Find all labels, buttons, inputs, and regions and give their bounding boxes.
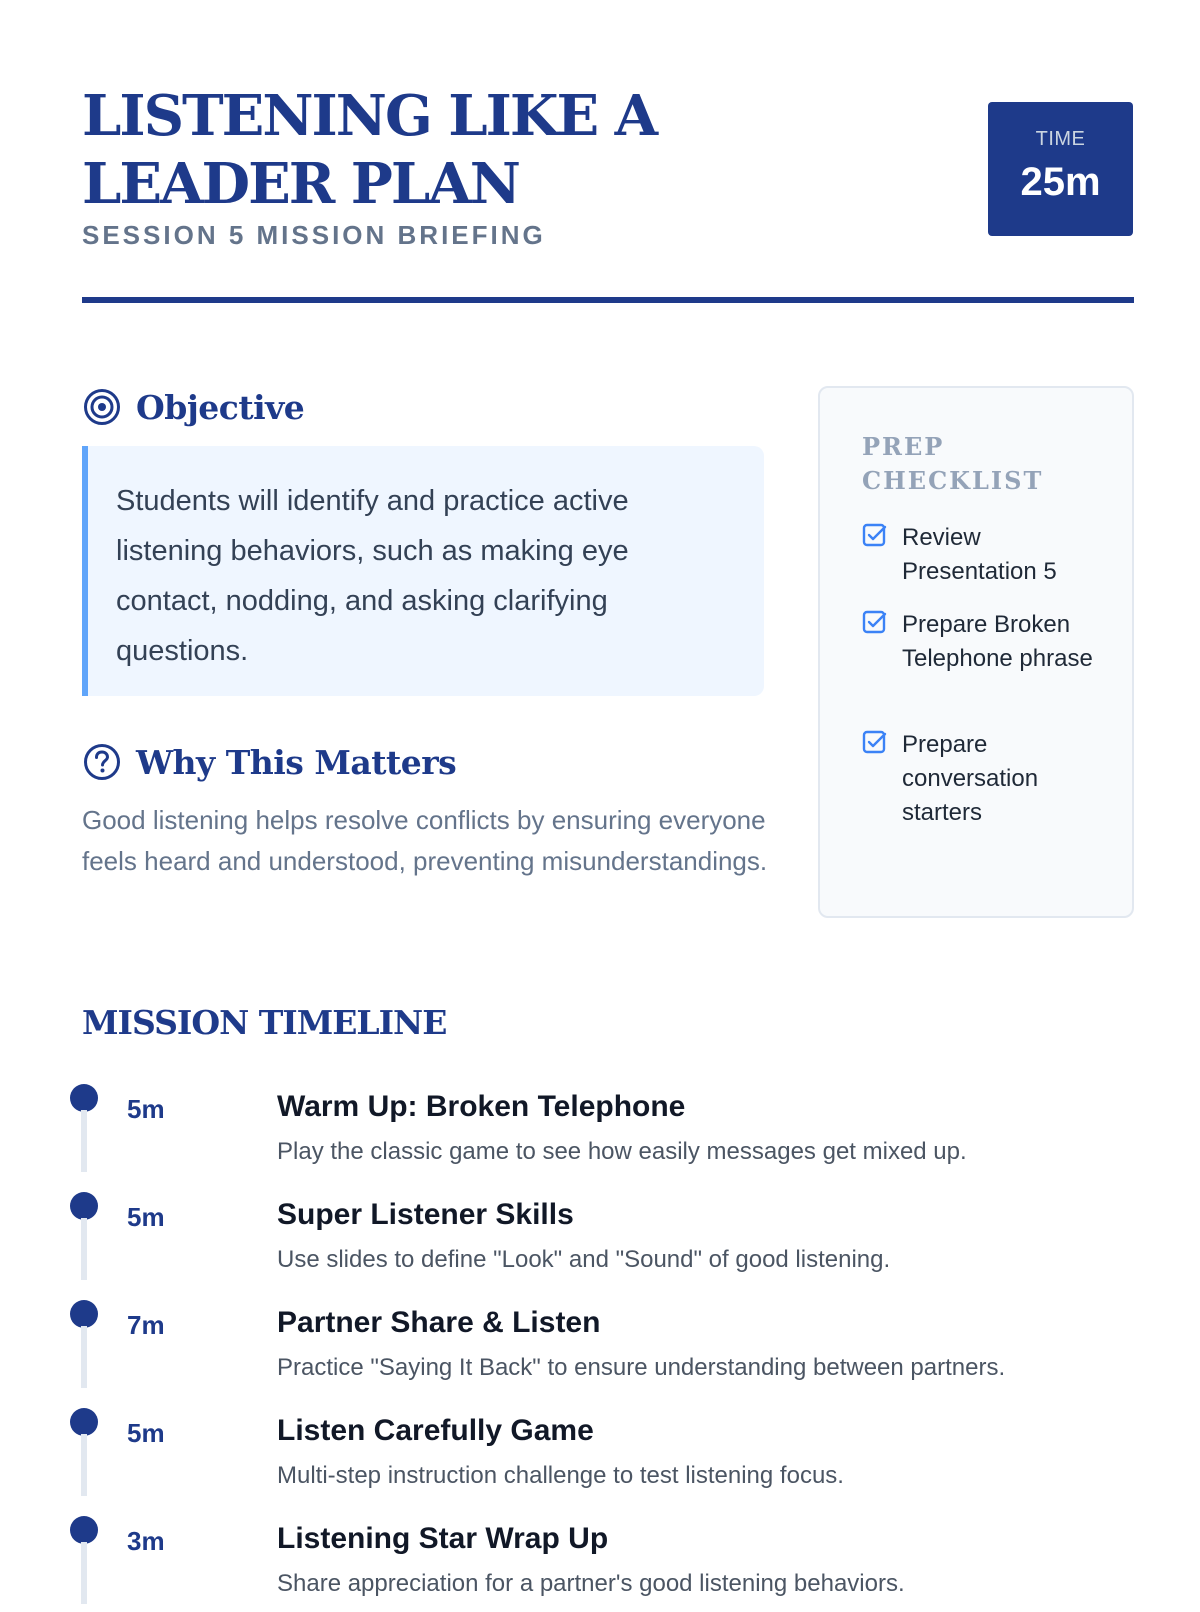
prep-checklist-title: PREP CHECKLIST [862, 432, 1044, 495]
timeline-duration: 5m [127, 1418, 165, 1448]
timeline-dot [70, 1192, 98, 1220]
prep-checklist-card [818, 386, 1134, 918]
timeline-item [70, 1192, 1134, 1288]
header-divider [82, 297, 1134, 303]
target-icon [82, 387, 122, 427]
checklist-item-label: Prepare Broken Telephone phrase [902, 611, 1093, 672]
objective-text: Students will identify and practice active listening behaviors, such as making eye contact, nodding, and asking clarifying questions. [82, 446, 764, 696]
page-subtitle: SESSION 5 MISSION BRIEFING [82, 220, 546, 250]
timeline-dot [70, 1300, 98, 1328]
timeline-activity-name: Warm Up: Broken Telephone [277, 1090, 686, 1123]
timeline-title: MISSION TIMELINE [82, 1003, 447, 1042]
timeline-activity-desc: Play the classic game to see how easily messages get mixed up. [277, 1138, 967, 1165]
time-value: 25m [1020, 160, 1101, 204]
time-label: TIME [1035, 128, 1086, 150]
why-text: Good listening helps resolve conflicts by ensuring everyone feels heard and understood, preventing misunderstandings. [82, 805, 768, 876]
timeline-item [70, 1516, 1134, 1612]
checklist-item [862, 728, 1112, 830]
time-badge [988, 102, 1133, 236]
timeline-activity-desc: Practice "Saying It Back" to ensure understanding between partners. [277, 1354, 1006, 1381]
checklist-item [862, 608, 1112, 676]
page-title: LISTENING LIKE A LEADER PLAN [82, 83, 657, 217]
checklist-item [862, 521, 1112, 589]
timeline-item [70, 1408, 1134, 1504]
timeline-connector [81, 1110, 87, 1172]
timeline-duration: 5m [127, 1202, 165, 1232]
checklist-item-label: Review Presentation 5 [902, 524, 1057, 585]
why-heading [82, 740, 456, 784]
lesson-plan-page [82, 0, 1134, 1600]
timeline-activity-name: Super Listener Skills [277, 1198, 574, 1231]
timeline-dot [70, 1408, 98, 1436]
checkbox-checked-icon [862, 610, 888, 636]
timeline-connector [81, 1542, 87, 1604]
timeline-item [70, 1300, 1134, 1396]
timeline-activity-name: Partner Share & Listen [277, 1306, 601, 1339]
timeline-activity-name: Listening Star Wrap Up [277, 1522, 609, 1555]
timeline-activity-desc: Multi-step instruction challenge to test listening focus. [277, 1462, 844, 1489]
checkbox-checked-icon [862, 523, 888, 549]
checklist-item-label: Prepare conversation starters [902, 731, 1039, 826]
timeline-activity-desc: Use slides to define "Look" and "Sound" of good listening. [277, 1246, 891, 1273]
objective-heading [82, 385, 304, 429]
timeline-dot [70, 1516, 98, 1544]
timeline-connector [81, 1326, 87, 1388]
timeline-activity-desc: Share appreciation for a partner's good listening behaviors. [277, 1570, 905, 1597]
question-circle-icon [82, 742, 122, 782]
timeline-connector [81, 1218, 87, 1280]
timeline-connector [81, 1434, 87, 1496]
timeline-dot [70, 1084, 98, 1112]
timeline-item [70, 1084, 1134, 1180]
checkbox-checked-icon [862, 730, 888, 756]
timeline-duration: 3m [127, 1526, 165, 1556]
timeline-duration: 7m [127, 1310, 165, 1340]
timeline-duration: 5m [127, 1094, 165, 1124]
timeline-activity-name: Listen Carefully Game [277, 1414, 594, 1447]
objective-heading-label: Objective [136, 387, 305, 427]
why-heading-label: Why This Matters [136, 742, 457, 782]
